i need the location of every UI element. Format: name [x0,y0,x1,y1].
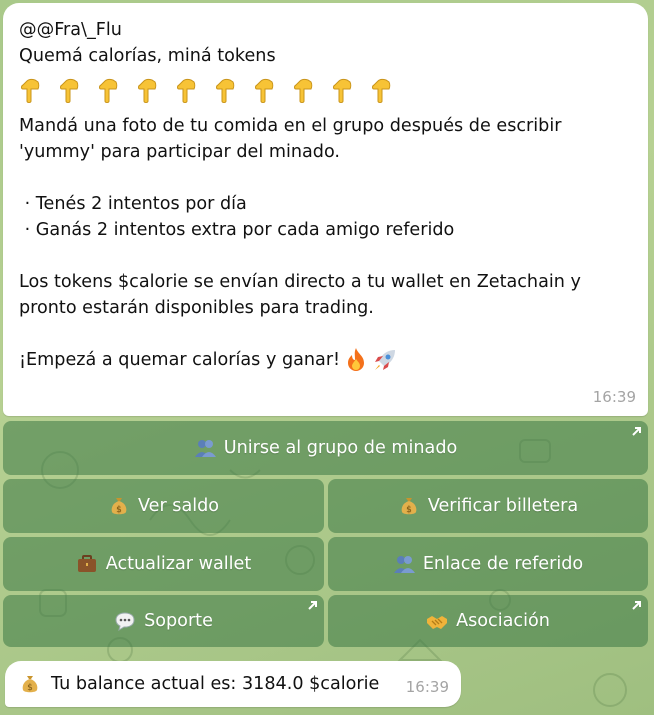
message-text-line: Mandá una foto de tu comida en el grupo después de escribir [19,116,562,136]
message-text-line: pronto estarán disponibles para trading. [19,298,374,318]
verify-wallet-label: Verificar billetera [427,496,579,516]
verify-wallet-button[interactable] [328,479,648,533]
bullet-referral: · Ganás 2 intentos extra por cada amigo referido [19,220,455,240]
pointing-emoji-row [19,75,632,105]
message-closing [19,347,632,373]
pointing-down-icon [19,77,41,103]
svg-text:$: $ [405,505,412,515]
busts-icon [194,437,216,459]
money-bag-icon [108,495,130,517]
partnership-label: Asociación [456,611,550,631]
balance-text: Tu balance actual es: 3184.0 $calorie [51,674,380,694]
pointing-down-icon [292,77,314,103]
fire-icon [344,347,368,373]
speech-bubble-icon [114,610,136,632]
support-button[interactable] [3,595,324,647]
pointing-down-icon [214,77,236,103]
external-arrow-icon [630,600,642,612]
pointing-down-icon [370,77,392,103]
message-headline: Quemá calorías, miná tokens [19,46,276,66]
message-text-line: Los tokens $calorie se envían directo a tu wallet en Zetachain y [19,272,581,292]
view-balance-label: Ver saldo [137,496,220,516]
message-timestamp: 16:39 [592,388,636,406]
update-wallet-label: Actualizar wallet [105,554,252,574]
pointing-down-icon [253,77,275,103]
external-arrow-icon [306,600,318,612]
join-group-button[interactable] [3,421,648,475]
message-text-line: 'yummy' para participar del minado. [19,142,341,162]
message-closing-text: ¡Empezá a quemar calorías y ganar! [19,350,341,370]
busts-icon [393,553,415,575]
money-bag-icon [19,673,41,695]
bot-message [3,3,648,416]
svg-text:$: $ [116,505,122,515]
handshake-icon [426,610,448,632]
pointing-down-icon [175,77,197,103]
view-balance-button[interactable] [3,479,324,533]
briefcase-icon [76,553,98,575]
money-bag-icon [398,495,420,517]
message-mention: @@Fra\_Flu [19,20,122,40]
bullet-attempts: · Tenés 2 intentos por día [19,194,247,214]
balance-timestamp: 16:39 [405,678,449,696]
partnership-button[interactable] [328,595,648,647]
svg-text:$: $ [27,683,33,693]
pointing-down-icon [97,77,119,103]
support-label: Soporte [144,611,213,631]
pointing-down-icon [136,77,158,103]
pointing-down-icon [331,77,353,103]
balance-message [5,661,461,707]
referral-link-label: Enlace de referido [422,554,584,574]
referral-link-button[interactable] [328,537,648,591]
external-arrow-icon [630,426,642,438]
update-wallet-button[interactable] [3,537,324,591]
pointing-down-icon [58,77,80,103]
join-group-label: Unirse al grupo de minado [223,438,458,458]
rocket-icon [372,347,398,373]
